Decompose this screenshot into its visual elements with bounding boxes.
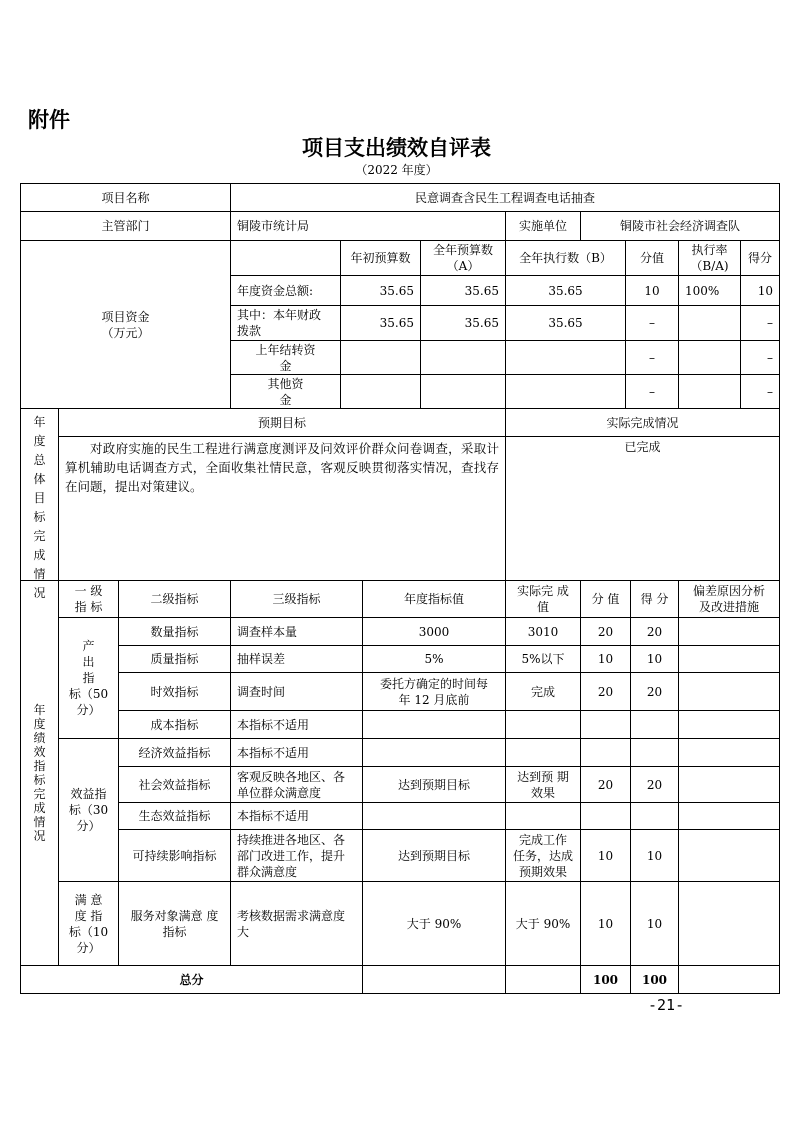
score-cell (630, 710, 679, 739)
funds-cell-score-value: 10 (625, 275, 679, 306)
note-cell (678, 766, 780, 803)
initial-budget-header: 年初预算数 (340, 240, 421, 276)
expected-goal-header: 预期目标 (58, 408, 506, 437)
level3-cell: 本指标不适用 (230, 802, 363, 830)
funds-cell-score: – (740, 340, 780, 375)
target-cell: 大于 90% (362, 881, 506, 966)
total-score: 100 (630, 965, 679, 994)
value-cell (580, 710, 631, 739)
funds-label: 项目资金 （万元） (20, 240, 231, 409)
level3-cell: 调查时间 (230, 672, 363, 711)
funds-cell-initial (340, 340, 421, 375)
value-cell: 20 (580, 617, 631, 646)
score-value-header: 分值 (625, 240, 679, 276)
level2-cell: 数量指标 (118, 617, 231, 646)
level3-cell: 持续推进各地区、各 部门改进工作，提升 群众满意度 (230, 829, 363, 882)
level3-header: 三级指标 (230, 580, 363, 618)
score-cell: 10 (630, 829, 679, 882)
level2-cell: 成本指标 (118, 710, 231, 739)
actual-cell: 达到预 期 效果 (505, 766, 581, 803)
level3-cell: 考核数据需求满意度 大 (230, 881, 363, 966)
funds-cell-annual: 35.65 (420, 275, 506, 306)
score-cell (630, 738, 679, 767)
note-cell (678, 802, 780, 830)
actual-cell (505, 802, 581, 830)
rate-header: 执行率 （B/A) (678, 240, 741, 276)
actual-cell (505, 738, 581, 767)
satisfaction-indicator-label: 满 意 度 指 标（10 分） (58, 881, 119, 966)
funds-row-label: 上年结转资 金 (230, 340, 341, 375)
note-cell (678, 881, 780, 966)
output-indicator-label: 产 出 指 标（50 分） (58, 617, 119, 739)
level3-cell: 本指标不适用 (230, 710, 363, 739)
funds-cell-annual (420, 374, 506, 409)
score-cell (630, 802, 679, 830)
funds-cell-rate (678, 374, 741, 409)
actual-cell: 大于 90% (505, 881, 581, 966)
note-cell (678, 710, 780, 739)
level2-cell: 社会效益指标 (118, 766, 231, 803)
note-cell (678, 645, 780, 673)
project-name-value: 民意调查含民生工程调查电话抽查 (230, 183, 780, 212)
value-cell (580, 738, 631, 767)
dept-label: 主管部门 (20, 211, 231, 241)
actual-cell: 完成工作 任务，达成 预期效果 (505, 829, 581, 882)
target-header: 年度指标值 (362, 580, 506, 618)
attachment-label: 附件 (28, 108, 70, 132)
note-cell (678, 829, 780, 882)
funds-cell-rate: 100% (678, 275, 741, 306)
level3-cell: 本指标不适用 (230, 738, 363, 767)
target-cell: 委托方确定的时间每 年 12 月底前 (362, 672, 506, 711)
funds-cell-score-value: – (625, 340, 679, 375)
funds-cell-score: 10 (740, 275, 780, 306)
funds-cell-score-value: – (625, 305, 679, 341)
total-label: 总分 (20, 965, 363, 994)
funds-cell-score: – (740, 305, 780, 341)
project-name-label: 项目名称 (20, 183, 231, 212)
score-header: 得 分 (630, 580, 679, 618)
funds-cell-executed (505, 374, 626, 409)
value-header: 分 值 (580, 580, 631, 618)
total-blank-3 (678, 965, 780, 994)
unit-label: 实施单位 (505, 211, 581, 241)
actual-goal-header: 实际完成情况 (505, 408, 780, 437)
score-cell: 20 (630, 766, 679, 803)
note-cell (678, 672, 780, 711)
level3-cell: 抽样误差 (230, 645, 363, 673)
value-cell: 20 (580, 766, 631, 803)
annual-budget-header: 全年预算数 （A） (420, 240, 506, 276)
score-cell: 20 (630, 672, 679, 711)
note-cell (678, 617, 780, 646)
target-cell (362, 802, 506, 830)
level2-cell: 质量指标 (118, 645, 231, 673)
executed-header: 全年执行数（B） (505, 240, 626, 276)
funds-row-label: 年度资金总额: (230, 275, 341, 306)
funds-header-blank (230, 240, 341, 276)
funds-cell-initial: 35.65 (340, 275, 421, 306)
target-cell: 达到预期目标 (362, 829, 506, 882)
value-cell: 10 (580, 645, 631, 673)
value-cell: 20 (580, 672, 631, 711)
level2-header: 二级指标 (118, 580, 231, 618)
expected-goal-text: 对政府实施的民生工程进行满意度测评及问效评价群众问卷调查，采取计算机辅助电话调查方式，全面收集社情民意，客观反映贯彻落实情况，查找存在问题，提出对策建议。 (58, 436, 506, 581)
funds-cell-executed: 35.65 (505, 275, 626, 306)
level2-cell: 经济效益指标 (118, 738, 231, 767)
funds-cell-initial: 35.65 (340, 305, 421, 341)
actual-cell: 完成 (505, 672, 581, 711)
funds-cell-score-value: – (625, 374, 679, 409)
funds-cell-executed (505, 340, 626, 375)
goals-side-label: 年 度 总 体 目 标 完 成 情 况 (20, 408, 59, 581)
level1-header: 一 级 指 标 (58, 580, 119, 618)
funds-row-label: 其中：本年财政 拨款 (230, 305, 341, 341)
score-header: 得分 (740, 240, 780, 276)
unit-value: 铜陵市社会经济调查队 (580, 211, 780, 241)
actual-header: 实际完 成 值 (505, 580, 581, 618)
funds-cell-rate (678, 340, 741, 375)
benefit-indicator-label: 效益指 标（30 分） (58, 738, 119, 882)
page-title: 项目支出绩效自评表 (302, 136, 491, 160)
value-cell (580, 802, 631, 830)
funds-cell-score: – (740, 374, 780, 409)
value-cell: 10 (580, 881, 631, 966)
funds-cell-initial (340, 374, 421, 409)
target-cell: 3000 (362, 617, 506, 646)
funds-cell-rate (678, 305, 741, 341)
funds-cell-annual: 35.65 (420, 305, 506, 341)
total-value: 100 (580, 965, 631, 994)
page-number: -21- (648, 996, 685, 1014)
target-cell (362, 710, 506, 739)
actual-goal-text: 已完成 (505, 436, 780, 581)
target-cell (362, 738, 506, 767)
score-cell: 10 (630, 645, 679, 673)
level2-cell: 可持续影响指标 (118, 829, 231, 882)
year-subtitle: （2022 年度） (355, 163, 438, 177)
note-cell (678, 738, 780, 767)
target-cell: 5% (362, 645, 506, 673)
actual-cell: 5%以下 (505, 645, 581, 673)
level3-cell: 客观反映各地区、各 单位群众满意度 (230, 766, 363, 803)
level2-cell: 生态效益指标 (118, 802, 231, 830)
funds-cell-annual (420, 340, 506, 375)
actual-cell: 3010 (505, 617, 581, 646)
level2-cell: 时效指标 (118, 672, 231, 711)
total-blank-1 (362, 965, 506, 994)
total-blank-2 (505, 965, 581, 994)
target-cell: 达到预期目标 (362, 766, 506, 803)
funds-row-label: 其他资 金 (230, 374, 341, 409)
value-cell: 10 (580, 829, 631, 882)
actual-cell (505, 710, 581, 739)
level3-cell: 调查样本量 (230, 617, 363, 646)
dept-value: 铜陵市统计局 (230, 211, 506, 241)
level2-cell: 服务对象满意 度 指标 (118, 881, 231, 966)
score-cell: 20 (630, 617, 679, 646)
funds-cell-executed: 35.65 (505, 305, 626, 341)
indicators-side-label: 年 度 绩 效 指 标 完 成 情 况 (20, 580, 59, 966)
score-cell: 10 (630, 881, 679, 966)
note-header: 偏差原因分析 及改进措施 (678, 580, 780, 618)
